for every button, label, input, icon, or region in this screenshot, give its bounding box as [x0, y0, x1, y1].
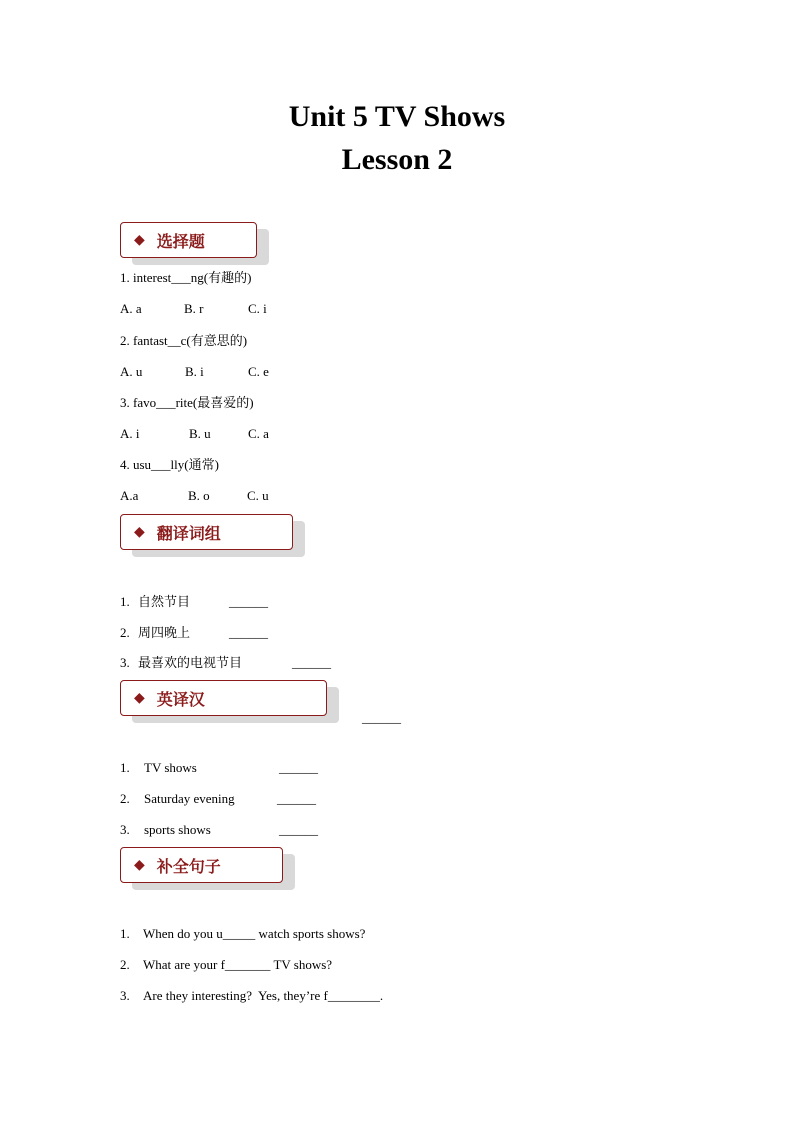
question-2: 2. fantast__c(有意思的) — [120, 333, 248, 348]
option-a: A.a — [120, 488, 139, 503]
item-number: 1. — [120, 760, 130, 775]
section-title: 补全句子 — [156, 856, 221, 876]
option-a: A. i — [120, 426, 140, 441]
answer-blank: ______ — [292, 655, 331, 670]
option-b: B. o — [188, 488, 210, 503]
phrase-number: 3. — [120, 655, 130, 670]
option-a: A. u — [120, 364, 143, 379]
phrase-text: 自然节目 — [138, 594, 191, 609]
item-text: Saturday evening — [144, 791, 235, 806]
section-header-multiple-choice — [120, 222, 257, 258]
phrase-text: 周四晚上 — [138, 625, 191, 640]
diamond-icon: ◆ — [134, 232, 145, 248]
option-b: B. i — [185, 364, 204, 379]
section-header-translate-phrases — [120, 514, 293, 550]
section-header-english-to-chinese — [120, 680, 327, 716]
item-number: 2. — [120, 957, 130, 972]
option-c: C. e — [248, 364, 269, 379]
answer-blank: ______ — [279, 822, 318, 837]
item-number: 3. — [120, 822, 130, 837]
sentence-text: What are your f_______ TV shows? — [143, 957, 333, 972]
answer-blank: ______ — [279, 760, 318, 775]
option-c: C. i — [248, 301, 267, 316]
sentence-text: Are they interesting? Yes, they’re f________. — [143, 988, 384, 1003]
option-c: C. u — [247, 488, 269, 503]
diamond-icon: ◆ — [134, 690, 145, 706]
question-4: 4. usu___lly(通常) — [120, 457, 219, 472]
question-1: 1. interest___ng(有趣的) — [120, 270, 252, 285]
title-lesson: Lesson 2 — [341, 143, 453, 176]
section-title: 英译汉 — [156, 689, 205, 709]
section-title: 翻译词组 — [156, 523, 221, 543]
answer-blank: ______ — [229, 594, 268, 609]
item-number: 3. — [120, 988, 130, 1003]
item-number: 2. — [120, 791, 130, 806]
answer-blank: ______ — [229, 625, 268, 640]
title-unit: Unit 5 TV Shows — [288, 100, 506, 133]
option-a: A. a — [120, 301, 142, 316]
phrase-text: 最喜欢的电视节目 — [138, 655, 243, 670]
option-b: B. u — [189, 426, 211, 441]
section-header-complete-sentences — [120, 847, 283, 883]
answer-blank: ______ — [362, 710, 401, 725]
option-b: B. r — [184, 301, 204, 316]
item-text: sports shows — [144, 822, 211, 837]
section-title: 选择题 — [156, 231, 205, 251]
phrase-number: 1. — [120, 594, 130, 609]
item-number: 1. — [120, 926, 130, 941]
item-text: TV shows — [144, 760, 197, 775]
option-c: C. a — [248, 426, 269, 441]
question-3: 3. favo___rite(最喜爱的) — [120, 395, 254, 410]
diamond-icon: ◆ — [134, 857, 145, 873]
diamond-icon: ◆ — [134, 524, 145, 540]
answer-blank: ______ — [277, 791, 316, 806]
sentence-text: When do you u_____ watch sports shows? — [143, 926, 366, 941]
phrase-number: 2. — [120, 625, 130, 640]
